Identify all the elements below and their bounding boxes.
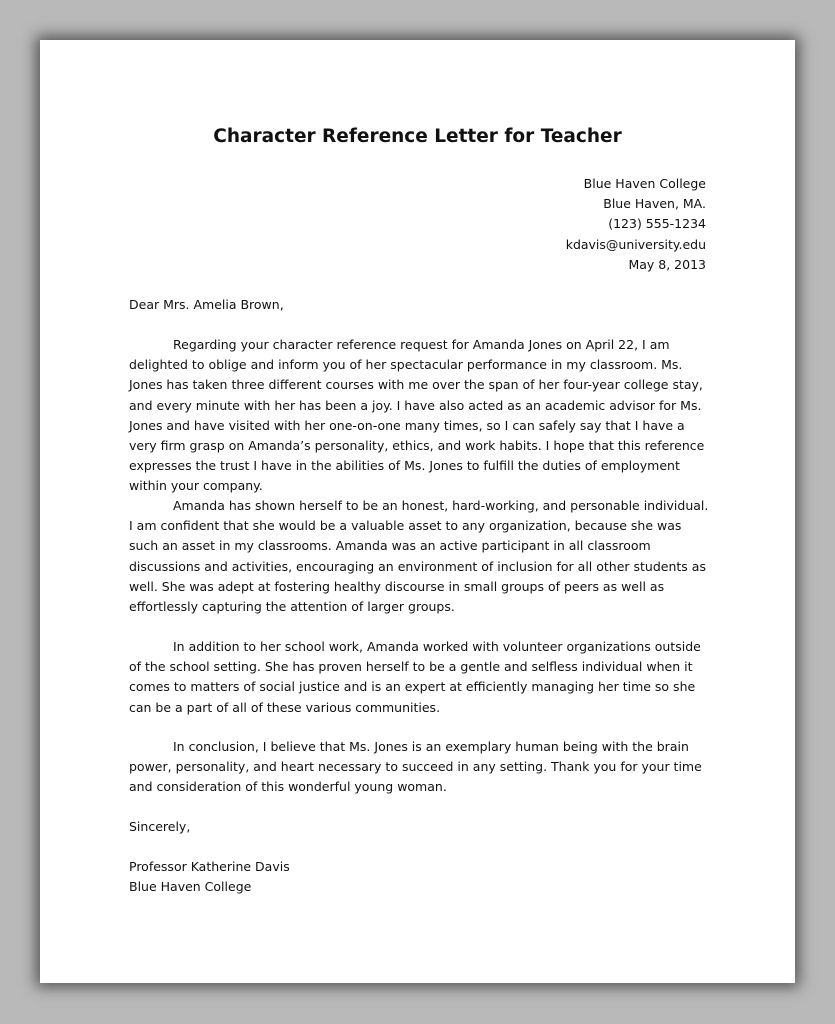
body-paragraph-1: Regarding your character reference request for Amanda Jones on April 22, I am delighted to oblige and inform you of her spectacular performance in my classroom. Ms. Jones has taken three different courses with me over the span of her four-year college stay, and every minute with her has been a joy. I have also acted as an academic advisor for Ms. Jones and have visited with her one-on-one many times, so I can safely say that I have a very firm grasp on Amanda’s personality, ethics, and work habits. I hope that this reference expresses the trust I have in the abilities of Ms. Jones to fulfill the duties of employment within your company. [129,337,705,494]
body-paragraph-3: In addition to her school work, Amanda worked with volunteer organizations outside of the school setting. She has proven herself to be a gentle and selfless individual when it comes to matters of social justice and is an expert at efficiently managing her time so she can be a part of all of these various communities. [129,639,701,715]
sender-city: Blue Haven, MA. [603,196,706,212]
sender-email: kdavis@university.edu [565,236,706,252]
signature-organization: Blue Haven College [129,879,252,895]
signature-name: Professor Katherine Davis [129,859,290,874]
sender-organization: Blue Haven College [583,176,706,191]
letter-date: May 8, 2013 [628,256,706,272]
sender-address-block [566,174,706,275]
signature-block [129,857,709,897]
closing: Sincerely, [129,819,191,834]
letter-title: Character Reference Letter for Teacher [213,126,622,147]
body-paragraph-2: Amanda has shown herself to be an honest, hard-working, and personable individual. I am confident that she would be a valuable asset to any organization, because she was such an asset in my classrooms. Amanda was an active participant in all classroom discussions and activities, encouraging an environment of inclusion for all other students as well. She was adept at fostering healthy discourse in small groups of peers as well as effortlessly capturing the attention of larger groups. [129,498,709,615]
sender-phone: (123) 555-1234 [608,216,706,232]
letter-page [40,40,795,983]
salutation: Dear Mrs. Amelia Brown, [129,297,284,312]
body-paragraph-4: In conclusion, I believe that Ms. Jones is an exemplary human being with the brain power, personality, and heart necessary to succeed in any setting. Thank you for your time and consideration of this wonderful young woman. [129,739,702,795]
